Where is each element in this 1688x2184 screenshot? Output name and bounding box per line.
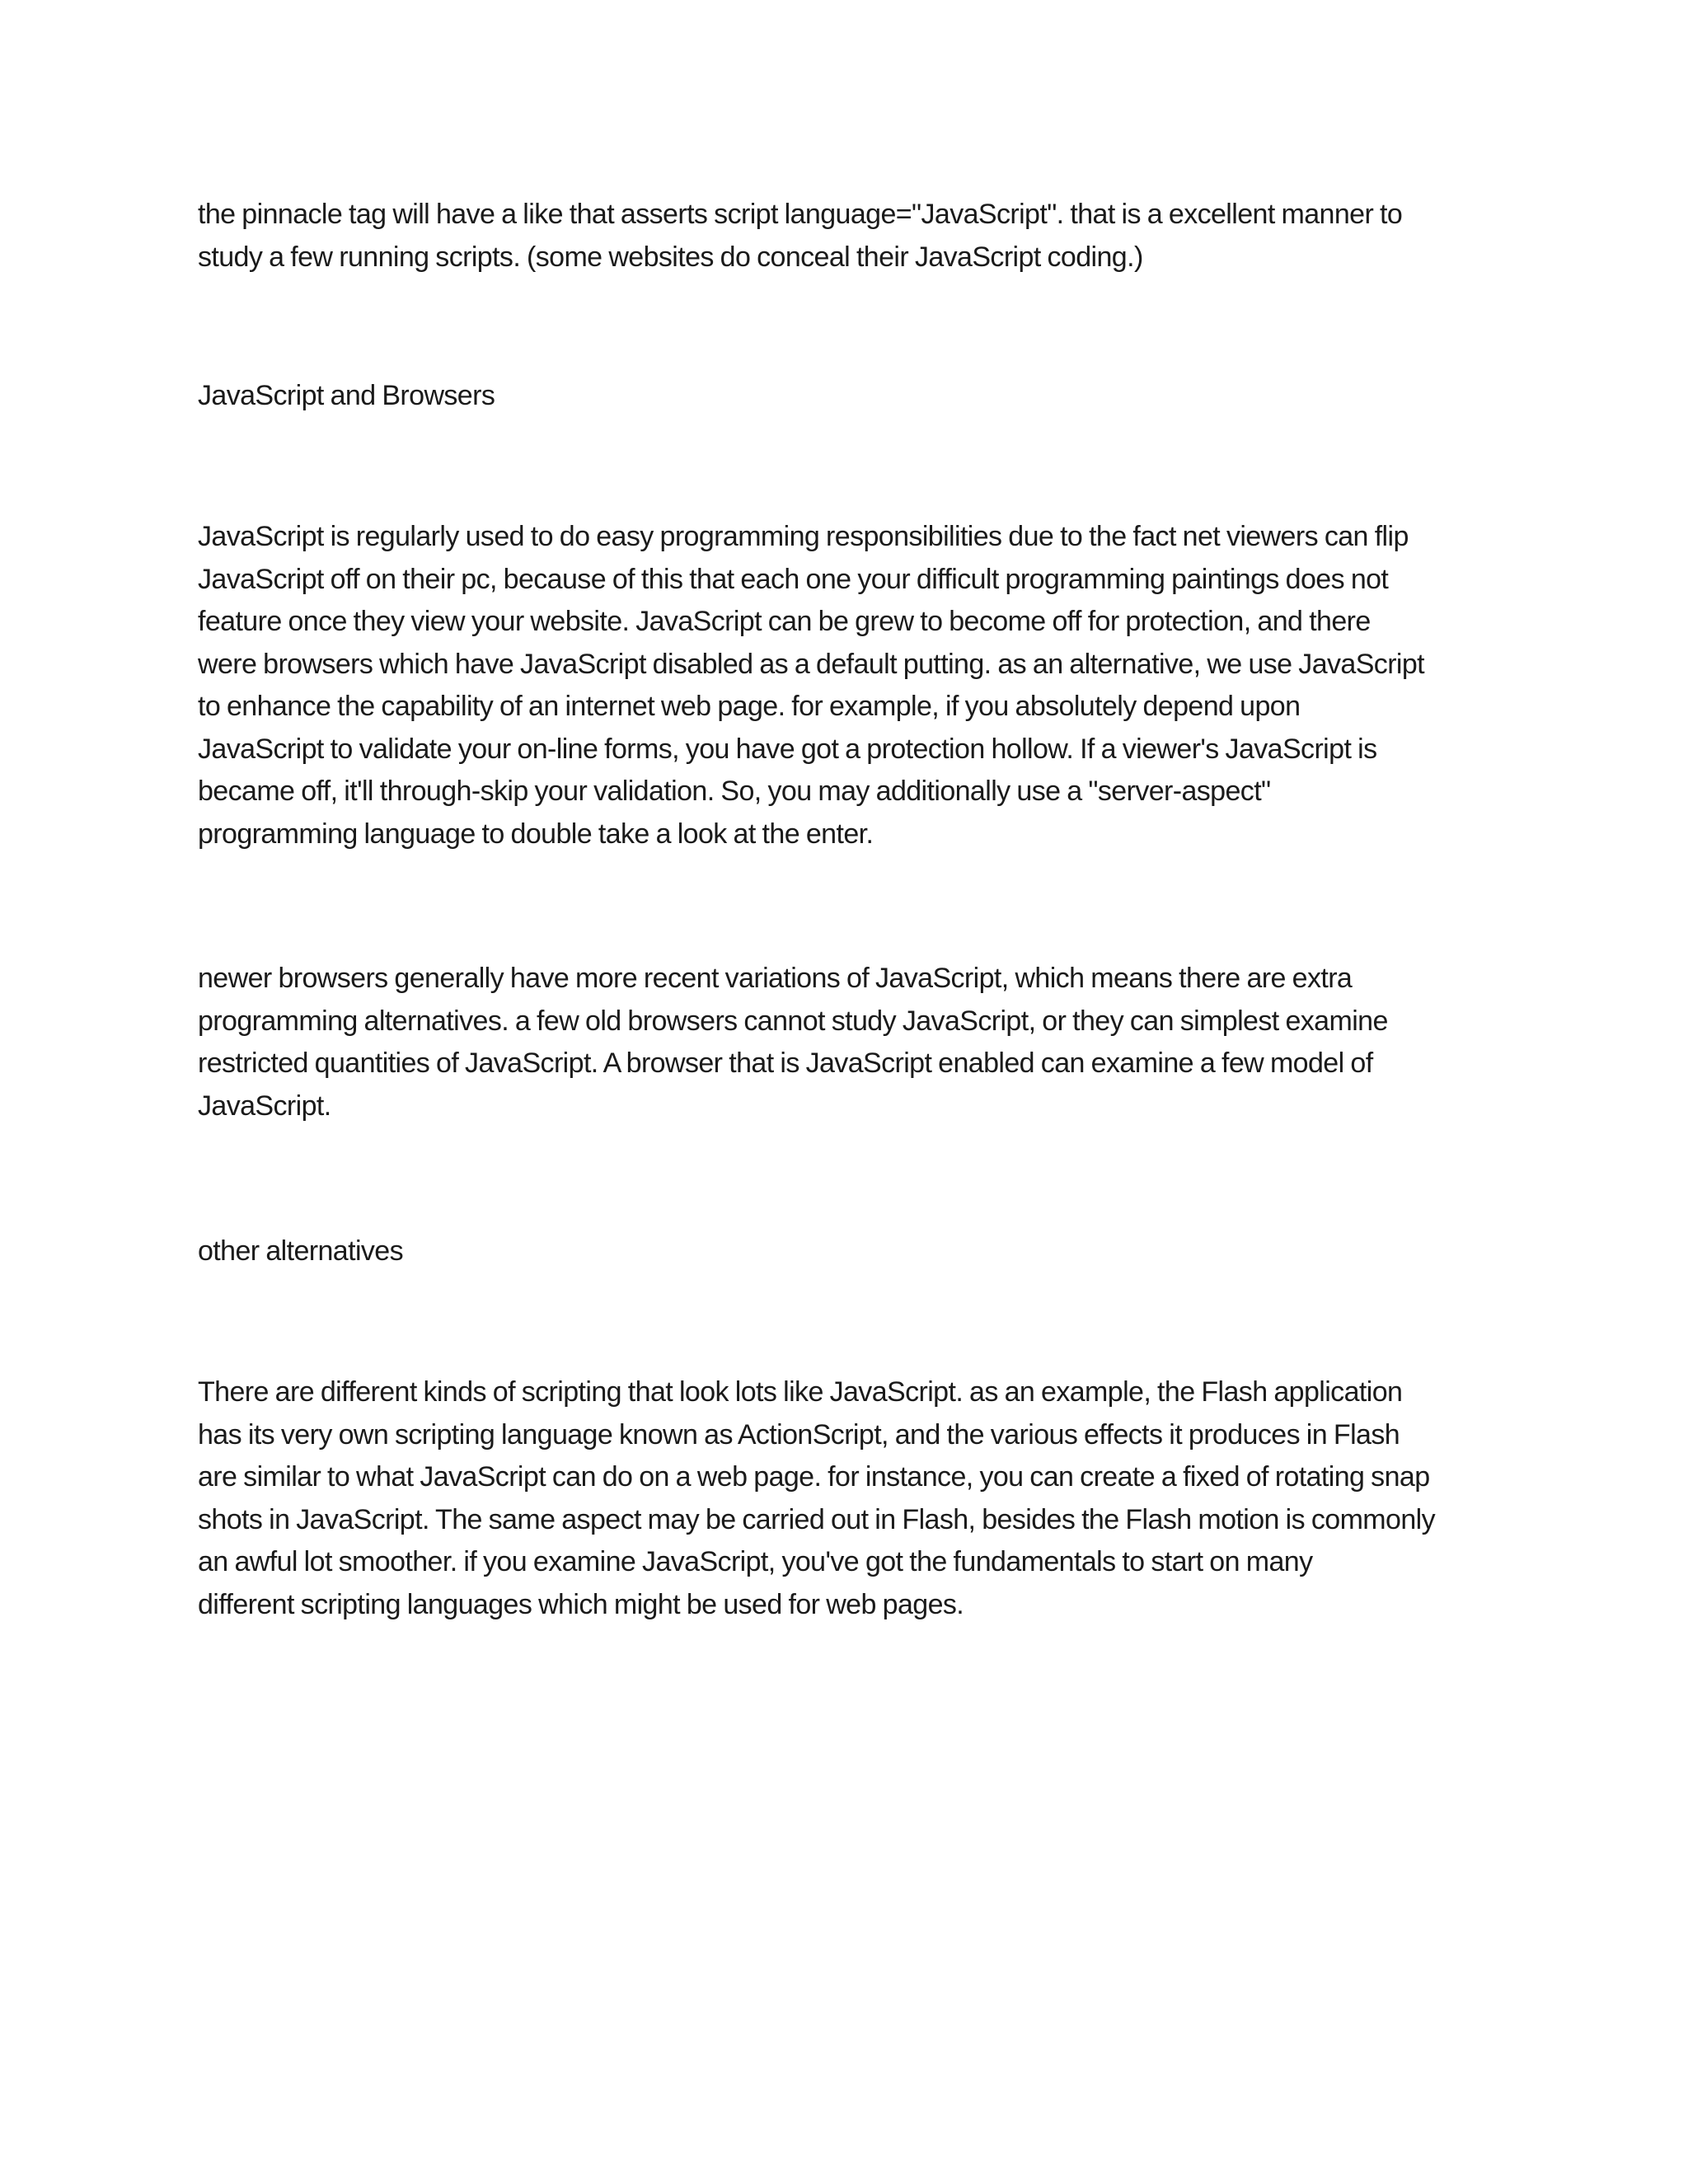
text-line: programming alternatives. a few old browsers cannot study JavaScript, or they can simplest examine bbox=[198, 1005, 1388, 1037]
text-line: an awful lot smoother. if you examine JavaScript, you've got the fundamentals to start on many bbox=[198, 1546, 1313, 1577]
text-line: newer browsers generally have more recent variations of JavaScript, which means there are extra bbox=[198, 963, 1353, 994]
text-line: were browsers which have JavaScript disabled as a default putting. as an alternative, we use JavaScript bbox=[198, 648, 1425, 680]
text-line: shots in JavaScript. The same aspect may be carried out in Flash, besides the Flash motion is commonly bbox=[198, 1503, 1435, 1535]
heading-text: other alternatives bbox=[198, 1235, 404, 1267]
section-heading-other-alternatives bbox=[198, 1230, 1517, 1273]
paragraph-newer-browsers bbox=[198, 958, 1517, 1127]
paragraph-scripting-kinds bbox=[198, 1371, 1517, 1626]
paragraph-intro bbox=[198, 194, 1517, 279]
text-line: different scripting languages which might be used for web pages. bbox=[198, 1588, 964, 1620]
text-line: feature once they view your website. JavaScript can be grew to become off for protection, and there bbox=[198, 606, 1371, 637]
text-line: study a few running scripts. (some websites do conceal their JavaScript coding.) bbox=[198, 241, 1143, 273]
heading-text: JavaScript and Browsers bbox=[198, 380, 495, 411]
text-line: There are different kinds of scripting that look lots like JavaScript. as an example, the Flash application bbox=[198, 1376, 1403, 1408]
text-line: became off, it'll through-skip your validation. So, you may additionally use a "server-aspect" bbox=[198, 776, 1271, 807]
text-line: JavaScript. bbox=[198, 1090, 331, 1122]
text-line: JavaScript off on their pc, because of this that each one your difficult programming paintings does not bbox=[198, 563, 1389, 595]
text-line: are similar to what JavaScript can do on a web page. for instance, you can create a fixed of rotating snap bbox=[198, 1461, 1430, 1493]
text-line: JavaScript is regularly used to do easy programming responsibilities due to the fact net viewers can flip bbox=[198, 521, 1409, 552]
text-line: has its very own scripting language known as ActionScript, and the various effects it produces in Flash bbox=[198, 1418, 1400, 1451]
text-line: programming language to double take a look at the enter. bbox=[198, 818, 874, 850]
text-line: JavaScript to validate your on-line forms, you have got a protection hollow. If a viewer's JavaScript is bbox=[198, 733, 1377, 765]
paragraph-javascript-usage bbox=[198, 516, 1517, 855]
section-heading-javascript-and-browsers bbox=[198, 375, 1517, 418]
text-line: the pinnacle tag will have a like that asserts script language="JavaScript". that is a excellent manner to bbox=[198, 199, 1403, 230]
text-line: to enhance the capability of an internet web page. for example, if you absolutely depend upon bbox=[198, 691, 1301, 722]
text-line: restricted quantities of JavaScript. A browser that is JavaScript enabled can examine a few model of bbox=[198, 1047, 1373, 1079]
